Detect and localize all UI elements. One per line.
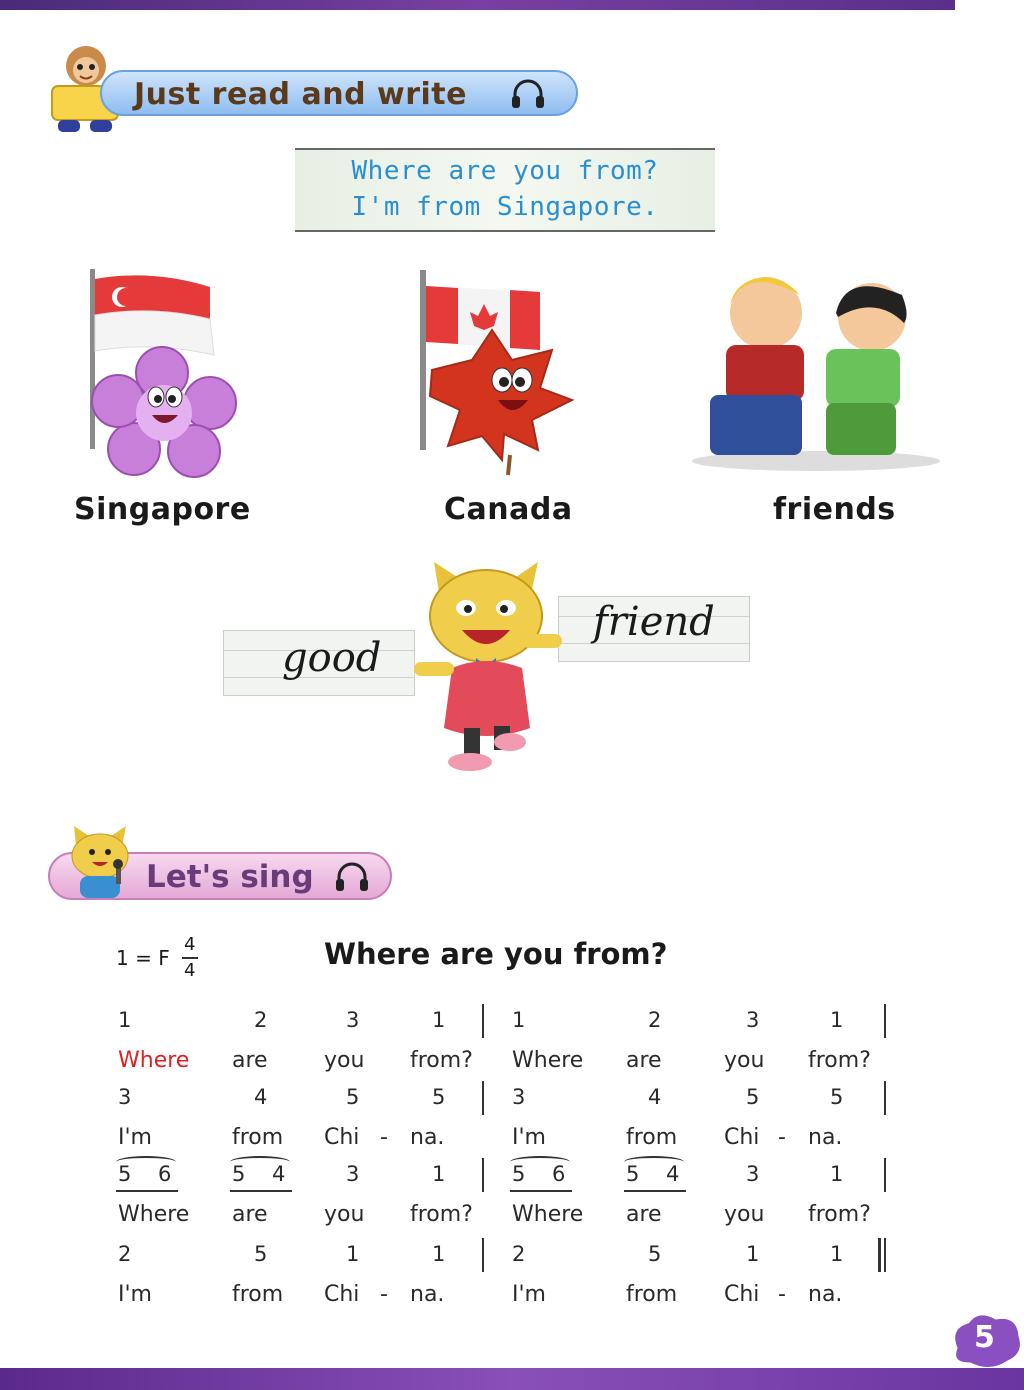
slur-mark <box>116 1156 176 1168</box>
lyric: you <box>724 1202 765 1227</box>
canada-flag-leaf-image <box>412 270 602 485</box>
sentence-scroll <box>295 148 715 232</box>
song-key: 1 = F <box>116 946 170 970</box>
lyric: you <box>724 1048 765 1073</box>
lyric: Where <box>118 1048 190 1073</box>
page-number: 5 <box>974 1320 995 1355</box>
time-signature-top: 4 <box>184 934 196 955</box>
note: 3 <box>346 1162 360 1186</box>
note: 5 4 <box>232 1162 286 1186</box>
lyric: Chi <box>724 1125 760 1150</box>
note: 5 <box>254 1242 268 1266</box>
slur-mark <box>510 1156 570 1168</box>
note: 5 <box>648 1242 662 1266</box>
note: 4 <box>648 1085 662 1109</box>
cat-mascot-image <box>410 558 566 778</box>
lyric: na. <box>808 1282 843 1307</box>
lyric: I'm <box>512 1282 546 1307</box>
lyric: from? <box>410 1048 473 1073</box>
lyric: Chi <box>324 1282 360 1307</box>
note: 1 <box>346 1242 360 1266</box>
lyric: from <box>626 1282 678 1307</box>
lyric: are <box>232 1048 268 1073</box>
sentence-line-2: I'm from Singapore. <box>351 192 659 222</box>
banner-title: Just read and write <box>134 77 467 112</box>
two-friends-image <box>676 265 948 475</box>
lyric-hyphen: - <box>380 1125 388 1150</box>
lyric-hyphen: - <box>778 1125 786 1150</box>
lyric: I'm <box>118 1125 152 1150</box>
lyric: na. <box>410 1125 445 1150</box>
lyric: are <box>626 1048 662 1073</box>
singapore-flag-flower-image <box>82 265 242 480</box>
headphones-icon[interactable] <box>334 862 370 896</box>
note: 3 <box>746 1162 760 1186</box>
time-signature-bottom: 4 <box>184 960 196 981</box>
lyric: na. <box>410 1282 445 1307</box>
card-word-friend: friend <box>593 599 715 645</box>
eighth-note-underline <box>624 1190 686 1192</box>
note: 2 <box>118 1242 132 1266</box>
lyric: I'm <box>118 1282 152 1307</box>
lyric: from <box>232 1125 284 1150</box>
card-word-good: good <box>282 635 382 681</box>
writing-card-friend <box>558 596 750 662</box>
note: 1 <box>432 1242 446 1266</box>
slur-mark <box>624 1156 684 1168</box>
note: 4 <box>254 1085 268 1109</box>
note: 1 <box>830 1242 844 1266</box>
note: 1 <box>432 1008 446 1032</box>
lyric: you <box>324 1202 365 1227</box>
eighth-note-underline <box>116 1190 178 1192</box>
note: 2 <box>254 1008 268 1032</box>
note: 1 <box>118 1008 132 1032</box>
lyric-hyphen: - <box>778 1282 786 1307</box>
lyric: I'm <box>512 1125 546 1150</box>
section-banner-read-write <box>100 70 578 116</box>
word-friends: friends <box>773 492 896 527</box>
lyric: from <box>232 1282 284 1307</box>
bar-line <box>884 1081 886 1115</box>
lyric: from? <box>808 1048 871 1073</box>
bar-line <box>482 1004 484 1038</box>
lyric: Where <box>512 1202 584 1227</box>
song-title: Where are you from? <box>324 937 668 971</box>
note: 5 <box>346 1085 360 1109</box>
time-signature-line <box>182 957 198 959</box>
bar-line <box>482 1238 484 1272</box>
note: 1 <box>512 1008 526 1032</box>
top-decor-bar <box>0 0 955 10</box>
note: 3 <box>118 1085 132 1109</box>
lyric: Chi <box>724 1282 760 1307</box>
word-canada: Canada <box>444 492 573 527</box>
note: 5 <box>746 1085 760 1109</box>
banner-title: Let's sing <box>146 859 314 895</box>
lyric: from? <box>808 1202 871 1227</box>
note: 3 <box>746 1008 760 1032</box>
note: 3 <box>346 1008 360 1032</box>
note: 1 <box>830 1162 844 1186</box>
sentence-line-1: Where are you from? <box>351 156 659 186</box>
bar-line <box>884 1158 886 1192</box>
bar-line <box>482 1158 484 1192</box>
word-singapore: Singapore <box>74 492 251 527</box>
note: 5 <box>830 1085 844 1109</box>
note: 2 <box>648 1008 662 1032</box>
note: 5 6 <box>118 1162 172 1186</box>
bar-line <box>482 1081 484 1115</box>
lyric: Where <box>512 1048 584 1073</box>
lyric: Chi <box>324 1125 360 1150</box>
note: 1 <box>830 1008 844 1032</box>
bar-line <box>884 1004 886 1038</box>
eighth-note-underline <box>510 1190 572 1192</box>
lyric: from <box>626 1125 678 1150</box>
headphones-icon[interactable] <box>510 79 546 113</box>
lyric: na. <box>808 1125 843 1150</box>
note: 3 <box>512 1085 526 1109</box>
lyric: are <box>626 1202 662 1227</box>
lyric: Where <box>118 1202 190 1227</box>
eighth-note-underline <box>230 1190 292 1192</box>
bar-line <box>884 1238 886 1272</box>
lyric: are <box>232 1202 268 1227</box>
lyric: from? <box>410 1202 473 1227</box>
note: 5 6 <box>512 1162 566 1186</box>
note: 1 <box>746 1242 760 1266</box>
final-bar-line <box>878 1238 881 1272</box>
note: 2 <box>512 1242 526 1266</box>
writing-card-good <box>223 630 415 696</box>
slur-mark <box>230 1156 290 1168</box>
page-number-badge <box>944 1308 1024 1372</box>
note: 5 <box>432 1085 446 1109</box>
note: 5 4 <box>626 1162 680 1186</box>
bottom-decor-bar <box>0 1368 1024 1390</box>
note: 1 <box>432 1162 446 1186</box>
lyric: you <box>324 1048 365 1073</box>
lyric-hyphen: - <box>380 1282 388 1307</box>
singing-cat-icon <box>64 826 136 902</box>
